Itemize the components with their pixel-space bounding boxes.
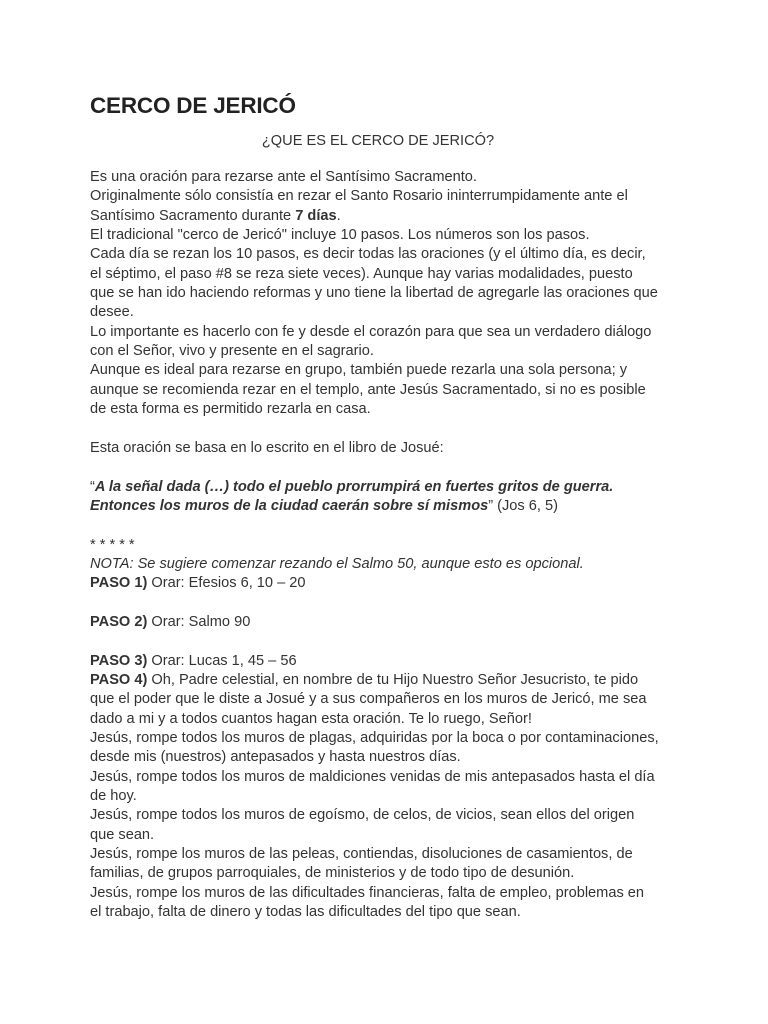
paso-4-line: Jesús, rompe los muros de las peleas, contiendas, disoluciones de casamientos, de bbox=[90, 846, 633, 863]
quote-text: Entonces los muros de la ciudad caerán sobre sí mismos bbox=[90, 497, 489, 514]
paso-4-line: dado a mi y a todos cuantos hagan esta oración. Te lo ruego, Señor! bbox=[90, 710, 532, 727]
intro-line: con el Señor, vivo y presente en el sagrario. bbox=[90, 343, 374, 360]
paso-text: Oh, Padre celestial, en nombre de tu Hijo Nuestro Señor Jesucristo, te pido bbox=[147, 671, 639, 688]
intro-line: El tradicional "cerco de Jericó" incluye 10 pasos. Los números son los pasos. bbox=[90, 227, 590, 244]
intro-line: que se han ido haciendo reformas y uno tiene la libertad de agregarle las oraciones que bbox=[90, 285, 658, 302]
document-body bbox=[90, 168, 690, 922]
intro-text: . bbox=[336, 207, 341, 224]
intro-line: Originalmente sólo consistía en rezar el Santo Rosario ininterrumpidamente ante el bbox=[90, 188, 628, 205]
paso-text: Orar: Lucas 1, 45 – 56 bbox=[147, 652, 297, 669]
intro-line: Cada día se rezan los 10 pasos, es decir todas las oraciones (y el último día, es decir, bbox=[90, 246, 646, 263]
intro-line: de esta forma es permitido rezarla en casa. bbox=[90, 401, 371, 418]
quote-line bbox=[90, 478, 690, 497]
intro-line: Lo importante es hacerlo con fe y desde el corazón para que sea un verdadero diálogo bbox=[90, 323, 652, 340]
paso-label: PASO 3) bbox=[90, 652, 148, 669]
paso-4-line: de hoy. bbox=[90, 788, 137, 804]
intro-line: Es una oración para rezarse ante el Santísimo Sacramento. bbox=[90, 169, 477, 185]
document-title: CERCO DE JERICÓ bbox=[90, 93, 296, 118]
paso-4-line: el trabajo, falta de dinero y todas las dificultades del tipo que sean. bbox=[90, 904, 521, 921]
paso-3 bbox=[90, 652, 690, 671]
spacer bbox=[90, 458, 690, 477]
quote-open-mark: “ bbox=[90, 478, 95, 495]
separator-stars: * * * * * bbox=[90, 536, 135, 553]
spacer bbox=[90, 594, 690, 613]
intro-line bbox=[90, 207, 690, 226]
paso-4-line: Jesús, rompe los muros de las dificultades financieras, falta de empleo, problemas en bbox=[90, 884, 645, 901]
paso-label: PASO 1) bbox=[90, 575, 148, 592]
paso-4-line: que el poder que le diste a Josué y a sus compañeros en los muros de Jericó, me sea bbox=[90, 691, 647, 708]
paso-4-line: desde mis (nuestros) antepasados y hasta nuestros días. bbox=[90, 749, 461, 766]
quote-citation: ” (Jos 6, 5) bbox=[488, 497, 558, 514]
spacer bbox=[90, 632, 690, 651]
paso-4-line: Jesús, rompe todos los muros de maldiciones venidas de mis antepasados hasta el día bbox=[90, 768, 655, 785]
basis-line: Esta oración se basa en lo escrito en el libro de Josué: bbox=[90, 439, 444, 456]
paso-text: Orar: Salmo 90 bbox=[147, 613, 251, 630]
intro-text: Santísimo Sacramento durante bbox=[90, 207, 296, 224]
paso-1 bbox=[90, 574, 690, 593]
intro-bold-duration: 7 días bbox=[295, 207, 337, 224]
paso-label: PASO 4) bbox=[90, 671, 148, 688]
quote-line bbox=[90, 497, 690, 516]
intro-line: Aunque es ideal para rezarse en grupo, también puede rezarla una sola persona; y bbox=[90, 362, 628, 379]
intro-line: desee. bbox=[90, 304, 134, 321]
quote-text: A la señal dada (…) todo el pueblo prorrumpirá en fuertes gritos de guerra. bbox=[94, 478, 614, 495]
paso-2 bbox=[90, 613, 690, 632]
paso-4-line: que sean. bbox=[90, 826, 155, 843]
spacer bbox=[90, 516, 690, 535]
document-subtitle: ¿QUE ES EL CERCO DE JERICÓ? bbox=[261, 133, 495, 149]
spacer bbox=[90, 419, 690, 438]
intro-line: aunque se recomienda rezar en el templo, ante Jesús Sacramentado, si no es posible bbox=[90, 381, 646, 398]
note-line: NOTA: Se sugiere comenzar rezando el Salmo 50, aunque esto es opcional. bbox=[90, 555, 584, 572]
paso-4 bbox=[90, 671, 690, 690]
paso-4-line: familias, de grupos parroquiales, de ministerios y de todo tipo de desunión. bbox=[90, 865, 575, 882]
paso-label: PASO 2) bbox=[90, 613, 148, 630]
paso-text: Orar: Efesios 6, 10 – 20 bbox=[147, 575, 306, 592]
paso-4-line: Jesús, rompe todos los muros de egoísmo, de celos, de vicios, sean ellos del origen bbox=[90, 807, 635, 824]
paso-4-line: Jesús, rompe todos los muros de plagas, adquiridas por la boca o por contaminaciones, bbox=[90, 729, 659, 746]
intro-line: el séptimo, el paso #8 se reza siete veces). Aunque hay varias modalidades, puesto bbox=[90, 265, 633, 282]
